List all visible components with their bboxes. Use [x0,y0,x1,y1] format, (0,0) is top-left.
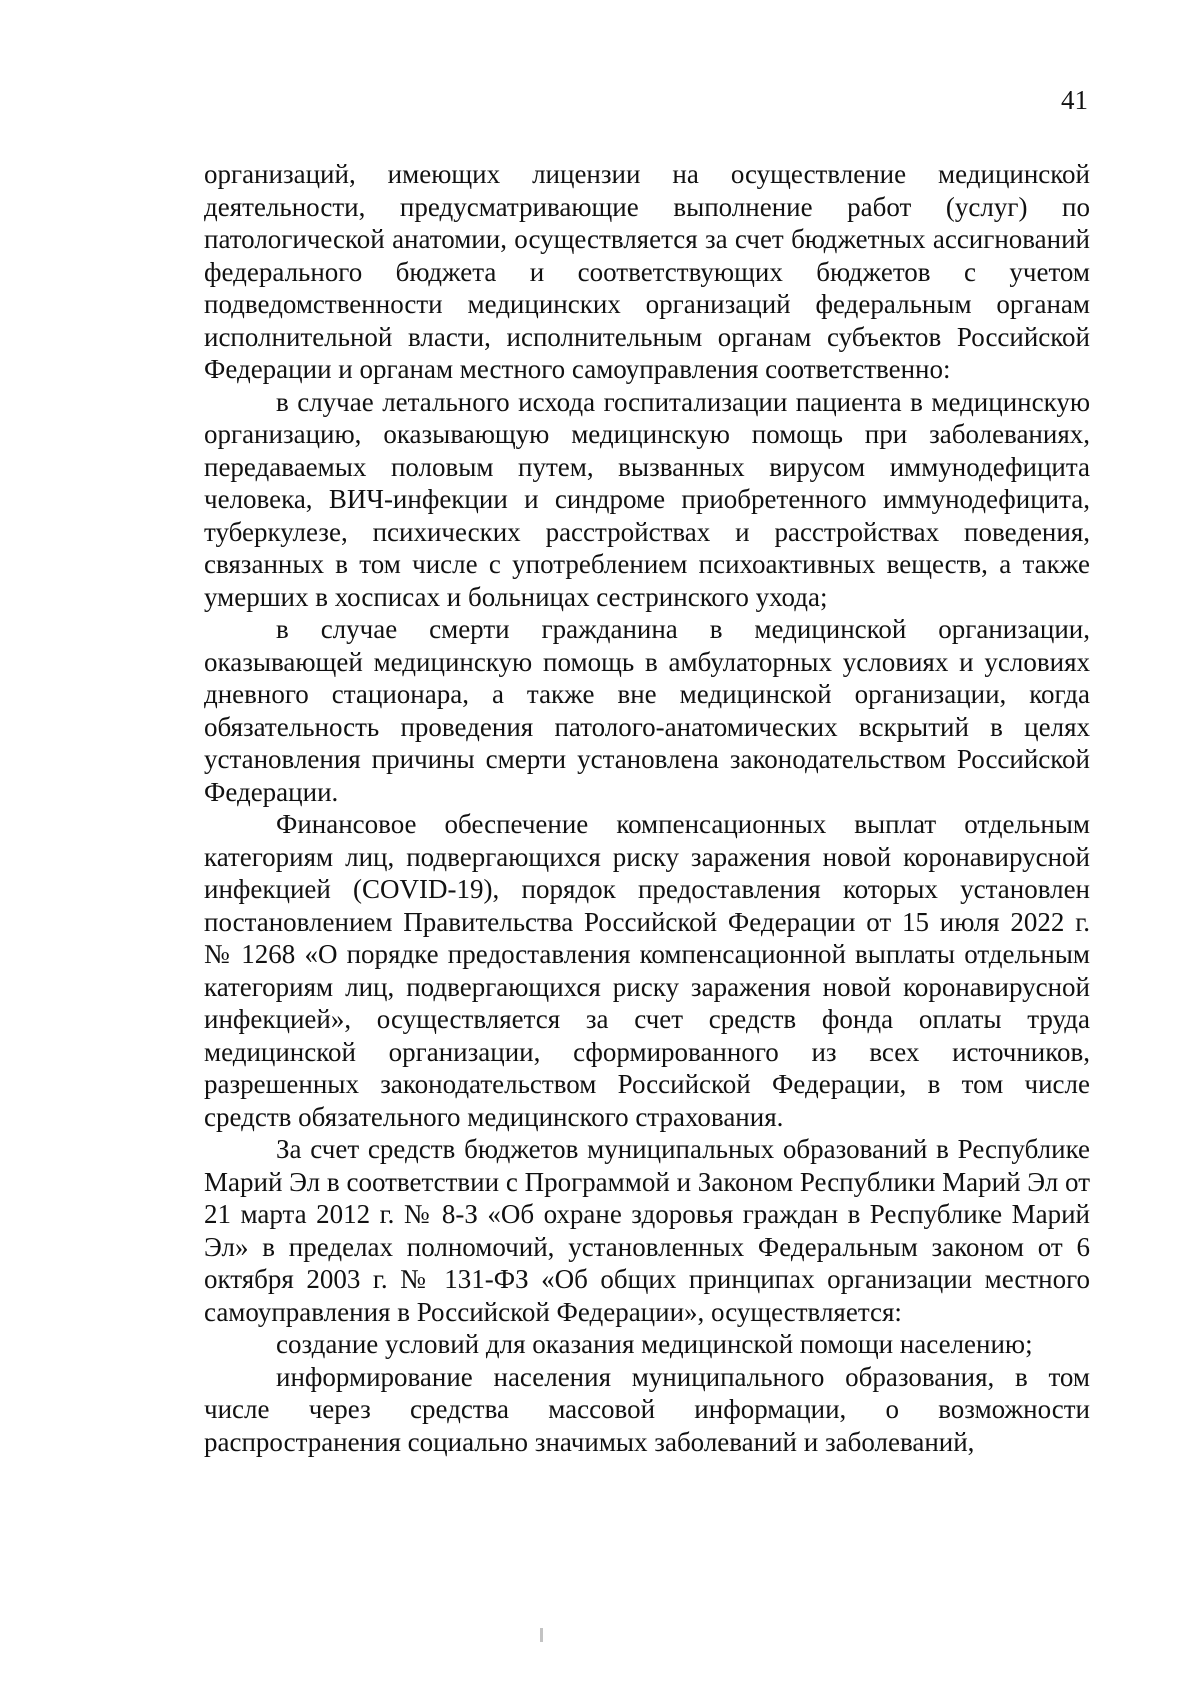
paragraph-1: организаций, имеющих лицензии на осуществление медицинской деятельности, предусматривающие выполнение работ (услуг) по патологической анатомии, осуществляется за счет бюджетных ассигнований федерального бюджета и соответствующих бюджетов с учетом подведомственности медицинских организаций федеральным органам исполнительной власти, исполнительным органам субъектов Российской Федерации и органам местного самоуправления соответственно: [204,159,1090,384]
paragraph-3: в случае смерти гражданина в медицинской организации, оказывающей медицинскую помощь в амбулаторных условиях и условиях дневного стационара, а также вне медицинской организации, когда обязательность проведения патолого-анатомических вскрытий в целях установления причины смерти установлена законодательством Российской Федерации. [204,614,1090,807]
paragraph-7: информирование населения муниципального образования, в том числе через средства массовой информации, о возможности распространения социально значимых заболеваний и заболеваний, [204,1361,1090,1457]
page-number: 41 [1061,85,1088,115]
paragraph-6: создание условий для оказания медицинской помощи населению; [276,1329,1033,1359]
paragraph-2: в случае летального исхода госпитализации пациента в медицинскую организацию, оказывающую медицинскую помощь при заболеваниях, передаваемых половым путем, вызванных вирусом иммунодефицита человека, ВИЧ-инфекции и синдроме приобретенного иммунодефицита, туберкулезе, психических расстройствах и расстройствах поведения, связанных в том числе с употреблением психоактивных веществ, а также умерших в хосписах и больницах сестринского ухода; [204,386,1090,612]
document-body [204,158,1090,1458]
scan-artifact-mark [540,1628,543,1642]
paragraph-5: За счет средств бюджетов муниципальных образований в Республике Марий Эл в соответствии с Программой и Законом Республики Марий Эл от 21 марта 2012 г. № 8-З «Об охране здоровья граждан в Республике Марий Эл» в пределах полномочий, установленных Федеральным законом от 6 октября 2003 г. № 131-ФЗ «Об общих принципах организации местного самоуправления в Российской Федерации», осуществляется: [204,1134,1090,1327]
paragraph-4: Финансовое обеспечение компенсационных выплат отдельным категориям лиц, подвергающихся риску заражения новой коронавирусной инфекцией (COVID-19), порядок предоставления которых установлен постановлением Правительства Российской Федерации от 15 июля 2022 г. № 1268 «О порядке предоставления компенсационной выплаты отдельным категориям лиц, подвергающихся риску заражения новой коронавирусной инфекцией», осуществляется за счет средств фонда оплаты труда медицинской организации, сформированного из всех источников, разрешенных законодательством Российской Федерации, в том числе средств обязательного медицинского страхования. [204,809,1090,1132]
